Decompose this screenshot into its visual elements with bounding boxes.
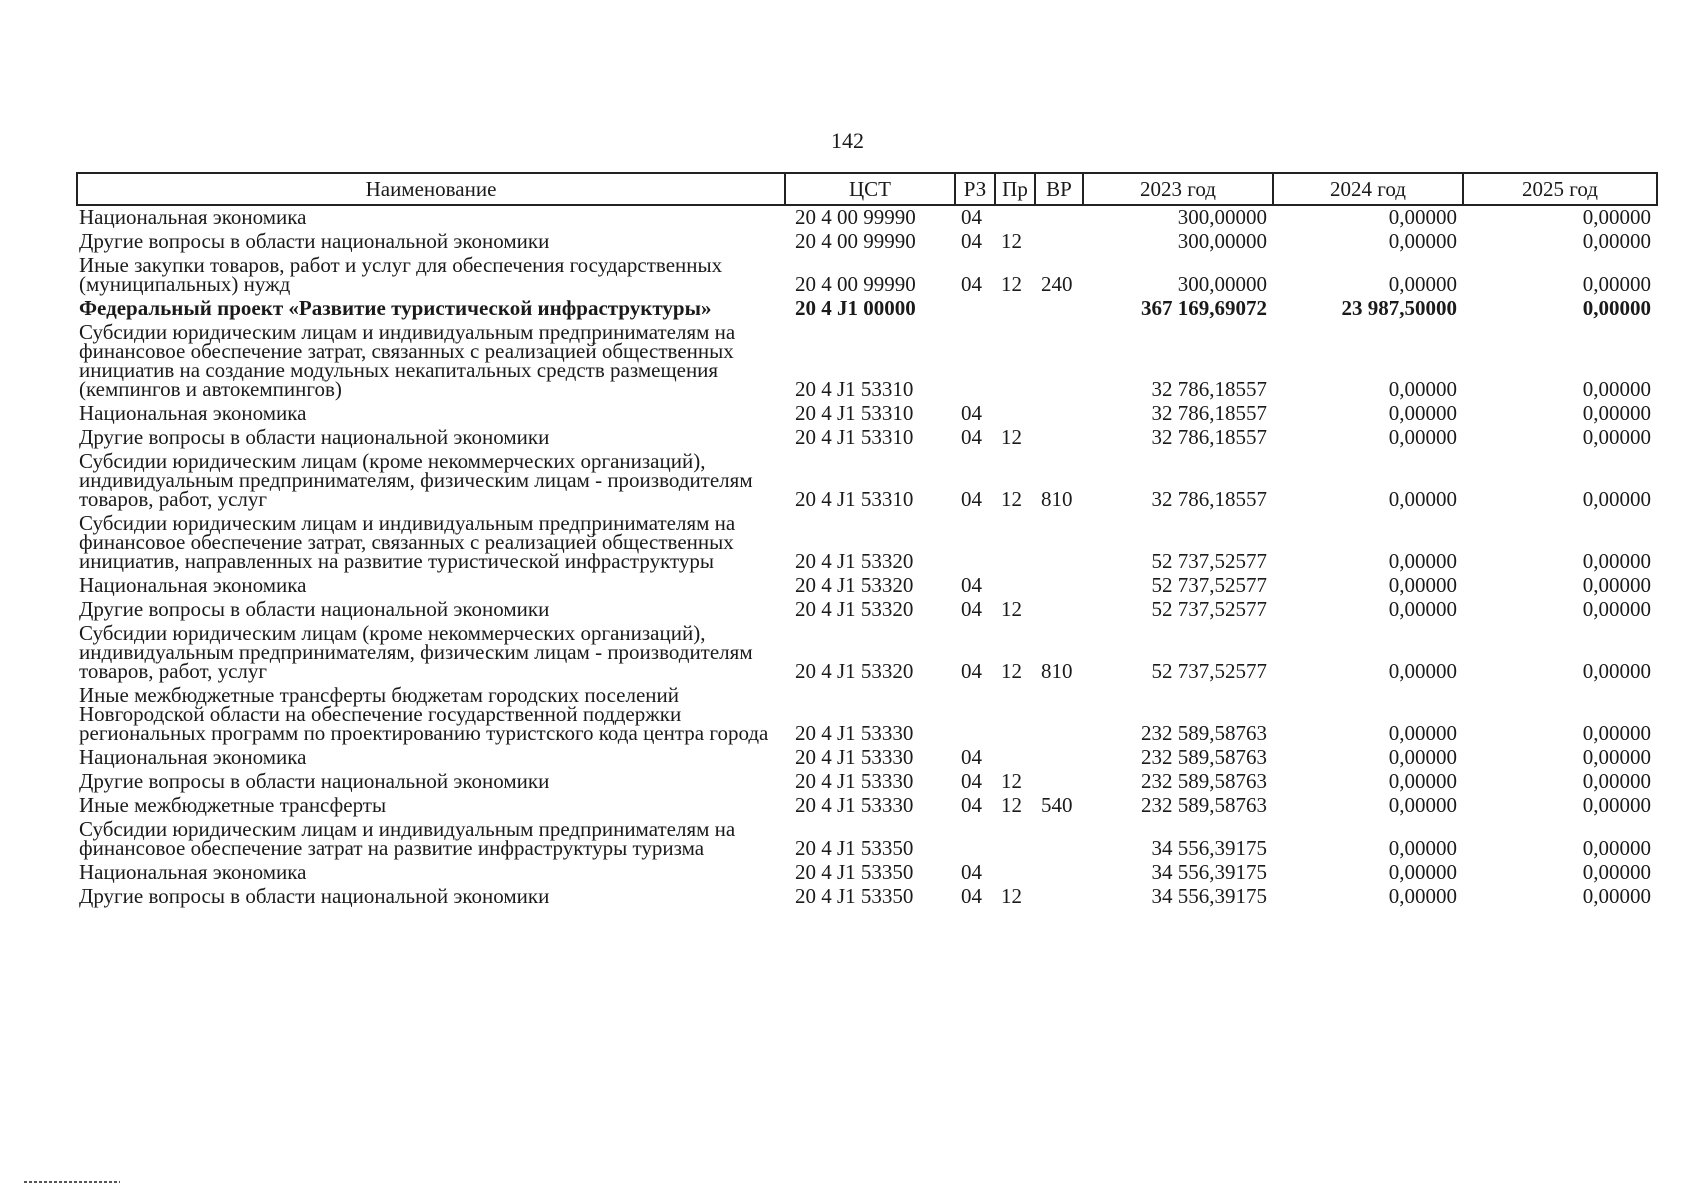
row-rz: 04: [961, 884, 982, 908]
table-row: [77, 794, 1657, 818]
row-vr: [1035, 426, 1083, 450]
row-name: Другие вопросы в области национальной экономики: [79, 425, 550, 449]
row-pr: [995, 321, 1035, 402]
scan-artifact-line: [24, 1181, 120, 1183]
row-amount-2024: 0,00000: [1388, 425, 1457, 449]
row-name: Иные межбюджетные трансферты: [79, 793, 387, 817]
row-amount-2025: 0,00000: [1582, 745, 1651, 769]
row-amount-2025: 0,00000: [1582, 272, 1651, 296]
row-amount-2024: 0,00000: [1388, 549, 1457, 573]
row-rz: 04: [961, 487, 982, 511]
row-amount-2025: 0,00000: [1582, 884, 1651, 908]
row-rz: [955, 818, 995, 861]
row-name: Иные межбюджетные трансферты бюджетам городских поселений Новгородской области на обеспечение государственной поддержки региональных программ по проектированию туристского кода центра города: [79, 683, 769, 745]
row-amount-2025: 0,00000: [1582, 836, 1651, 860]
row-amount-2025: 0,00000: [1582, 769, 1651, 793]
row-pr: 12: [1001, 425, 1022, 449]
row-vr: [1035, 205, 1083, 230]
row-pr: 12: [1001, 272, 1022, 296]
row-cst: 20 4 J1 00000: [795, 296, 916, 320]
row-cst: 20 4 J1 53310: [795, 487, 914, 511]
row-rz: [955, 512, 995, 574]
row-vr: 240: [1041, 272, 1073, 296]
row-vr: [1035, 770, 1083, 794]
row-amount-2025: 0,00000: [1582, 597, 1651, 621]
row-amount-2023: 52 737,52577: [1151, 549, 1267, 573]
row-amount-2023: 232 589,58763: [1141, 793, 1267, 817]
row-amount-2025: 0,00000: [1582, 793, 1651, 817]
row-pr: 12: [1001, 597, 1022, 621]
row-amount-2024: 0,00000: [1388, 597, 1457, 621]
table-row: [77, 254, 1657, 297]
row-cst: 20 4 J1 53310: [795, 425, 914, 449]
table-row: [77, 885, 1657, 909]
row-amount-2023: 232 589,58763: [1141, 769, 1267, 793]
budget-table: [76, 172, 1658, 909]
row-name: Другие вопросы в области национальной экономики: [79, 769, 550, 793]
table-row: [77, 426, 1657, 450]
row-amount-2025: 0,00000: [1582, 549, 1651, 573]
row-rz: 04: [961, 659, 982, 683]
row-amount-2024: 0,00000: [1388, 229, 1457, 253]
row-cst: 20 4 J1 53320: [795, 597, 914, 621]
table-row: [77, 402, 1657, 426]
row-cst: 20 4 J1 53330: [795, 745, 914, 769]
row-amount-2024: 0,00000: [1388, 377, 1457, 401]
row-name: Федеральный проект «Развитие туристической инфраструктуры»: [79, 296, 712, 320]
row-vr: [1035, 885, 1083, 909]
row-vr: [1035, 230, 1083, 254]
row-cst: 20 4 J1 53330: [795, 769, 914, 793]
row-amount-2025: 0,00000: [1582, 229, 1651, 253]
row-amount-2025: 0,00000: [1582, 205, 1651, 229]
row-pr: [995, 684, 1035, 746]
row-vr: 810: [1041, 659, 1073, 683]
row-pr: [995, 402, 1035, 426]
row-rz: 04: [961, 425, 982, 449]
row-amount-2023: 52 737,52577: [1151, 573, 1267, 597]
row-pr: [995, 205, 1035, 230]
header-rz: РЗ: [955, 173, 995, 205]
row-vr: 540: [1041, 793, 1073, 817]
row-amount-2023: 300,00000: [1177, 205, 1267, 229]
row-amount-2023: 34 556,39175: [1151, 860, 1267, 884]
row-vr: [1035, 512, 1083, 574]
row-rz: 04: [961, 745, 982, 769]
row-name: Национальная экономика: [79, 573, 307, 597]
table-row: [77, 450, 1657, 512]
row-amount-2025: 0,00000: [1582, 425, 1651, 449]
row-cst: 20 4 J1 53320: [795, 573, 914, 597]
row-pr: [995, 512, 1035, 574]
row-pr: 12: [1001, 793, 1022, 817]
row-amount-2024: 0,00000: [1388, 793, 1457, 817]
row-amount-2024: 23 987,50000: [1341, 296, 1457, 320]
row-pr: 12: [1001, 769, 1022, 793]
table-row: [77, 574, 1657, 598]
row-vr: [1035, 321, 1083, 402]
row-amount-2024: 0,00000: [1388, 769, 1457, 793]
row-amount-2024: 0,00000: [1388, 721, 1457, 745]
row-amount-2023: 232 589,58763: [1141, 745, 1267, 769]
table-row: [77, 818, 1657, 861]
row-cst: 20 4 J1 53330: [795, 721, 914, 745]
table-row: [77, 205, 1657, 230]
table-row: [77, 512, 1657, 574]
row-rz: 04: [961, 272, 982, 296]
table-row: [77, 770, 1657, 794]
row-cst: 20 4 J1 53350: [795, 836, 914, 860]
row-name: Другие вопросы в области национальной экономики: [79, 884, 550, 908]
row-amount-2023: 34 556,39175: [1151, 884, 1267, 908]
row-vr: [1035, 402, 1083, 426]
row-amount-2024: 0,00000: [1388, 836, 1457, 860]
header-name: Наименование: [77, 173, 785, 205]
row-amount-2024: 0,00000: [1388, 745, 1457, 769]
header-2024: 2024 год: [1273, 173, 1463, 205]
row-name: Субсидии юридическим лицам (кроме некоммерческих организаций), индивидуальным предпринимателям, физическим лицам - производителям товаров, работ, услуг: [79, 449, 753, 511]
row-amount-2025: 0,00000: [1582, 659, 1651, 683]
row-amount-2025: 0,00000: [1582, 860, 1651, 884]
row-rz: 04: [961, 229, 982, 253]
header-pr: Пр: [995, 173, 1035, 205]
row-rz: [955, 684, 995, 746]
row-name: Субсидии юридическим лицам и индивидуальным предпринимателям на финансовое обеспечение затрат, связанных с реализацией общественных инициатив на создание модульных некапитальных средств размещения (кемпингов и автокемпингов): [79, 320, 736, 401]
row-rz: 04: [961, 597, 982, 621]
row-amount-2024: 0,00000: [1388, 573, 1457, 597]
row-amount-2023: 52 737,52577: [1151, 659, 1267, 683]
row-vr: [1035, 818, 1083, 861]
row-name: Субсидии юридическим лицам и индивидуальным предпринимателям на финансовое обеспечение затрат на развитие инфраструктуры туризма: [79, 817, 736, 860]
table-row: [77, 321, 1657, 402]
row-amount-2023: 300,00000: [1177, 229, 1267, 253]
row-amount-2023: 367 169,69072: [1141, 296, 1267, 320]
row-name: Субсидии юридическим лицам (кроме некоммерческих организаций), индивидуальным предпринимателям, физическим лицам - производителям товаров, работ, услуг: [79, 621, 753, 683]
header-2025: 2025 год: [1463, 173, 1657, 205]
row-cst: 20 4 00 99990: [795, 229, 916, 253]
row-pr: 12: [1001, 659, 1022, 683]
table-row: [77, 861, 1657, 885]
row-pr: 12: [1001, 884, 1022, 908]
row-pr: 12: [1001, 487, 1022, 511]
row-rz: 04: [961, 573, 982, 597]
row-name: Национальная экономика: [79, 745, 307, 769]
row-amount-2023: 232 589,58763: [1141, 721, 1267, 745]
row-amount-2024: 0,00000: [1388, 860, 1457, 884]
row-rz: 04: [961, 860, 982, 884]
row-pr: [995, 297, 1035, 321]
row-vr: [1035, 861, 1083, 885]
row-amount-2024: 0,00000: [1388, 205, 1457, 229]
row-vr: [1035, 746, 1083, 770]
header-cst: ЦСТ: [785, 173, 955, 205]
row-rz: 04: [961, 401, 982, 425]
row-pr: [995, 818, 1035, 861]
row-amount-2025: 0,00000: [1582, 487, 1651, 511]
table-body: [77, 205, 1657, 909]
table-row: [77, 297, 1657, 321]
row-cst: 20 4 J1 53320: [795, 549, 914, 573]
row-amount-2025: 0,00000: [1582, 721, 1651, 745]
row-vr: [1035, 684, 1083, 746]
row-amount-2025: 0,00000: [1582, 401, 1651, 425]
row-name: Национальная экономика: [79, 860, 307, 884]
row-name: Другие вопросы в области национальной экономики: [79, 597, 550, 621]
row-pr: [995, 746, 1035, 770]
row-cst: 20 4 J1 53310: [795, 377, 914, 401]
row-amount-2023: 300,00000: [1177, 272, 1267, 296]
row-cst: 20 4 J1 53310: [795, 401, 914, 425]
row-rz: [955, 297, 995, 321]
table-row: [77, 746, 1657, 770]
row-amount-2024: 0,00000: [1388, 272, 1457, 296]
row-amount-2023: 32 786,18557: [1151, 377, 1267, 401]
row-name: Другие вопросы в области национальной экономики: [79, 229, 550, 253]
row-amount-2024: 0,00000: [1388, 487, 1457, 511]
row-rz: 04: [961, 769, 982, 793]
row-name: Иные закупки товаров, работ и услуг для обеспечения государственных (муниципальных) нужд: [79, 253, 723, 296]
row-amount-2025: 0,00000: [1582, 573, 1651, 597]
row-amount-2025: 0,00000: [1582, 296, 1651, 320]
table-row: [77, 622, 1657, 684]
row-rz: [955, 321, 995, 402]
table-row: [77, 684, 1657, 746]
row-vr: [1035, 297, 1083, 321]
row-amount-2024: 0,00000: [1388, 659, 1457, 683]
row-name: Национальная экономика: [79, 205, 307, 229]
row-amount-2023: 32 786,18557: [1151, 401, 1267, 425]
row-amount-2025: 0,00000: [1582, 377, 1651, 401]
row-amount-2023: 32 786,18557: [1151, 425, 1267, 449]
header-2023: 2023 год: [1083, 173, 1273, 205]
table-header-row: [77, 173, 1657, 205]
row-amount-2023: 34 556,39175: [1151, 836, 1267, 860]
row-pr: 12: [1001, 229, 1022, 253]
row-rz: 04: [961, 793, 982, 817]
row-name: Субсидии юридическим лицам и индивидуальным предпринимателям на финансовое обеспечение затрат, связанных с реализацией общественных инициатив, направленных на развитие туристической инфраструктуры: [79, 511, 736, 573]
page-number: 142: [831, 128, 864, 153]
row-amount-2023: 52 737,52577: [1151, 597, 1267, 621]
row-cst: 20 4 J1 53350: [795, 860, 914, 884]
table-row: [77, 230, 1657, 254]
row-rz: 04: [961, 205, 982, 229]
row-cst: 20 4 00 99990: [795, 205, 916, 229]
row-vr: [1035, 574, 1083, 598]
row-name: Национальная экономика: [79, 401, 307, 425]
row-cst: 20 4 J1 53320: [795, 659, 914, 683]
row-pr: [995, 574, 1035, 598]
row-amount-2024: 0,00000: [1388, 884, 1457, 908]
row-vr: [1035, 598, 1083, 622]
header-vr: ВР: [1035, 173, 1083, 205]
row-cst: 20 4 J1 53330: [795, 793, 914, 817]
row-cst: 20 4 00 99990: [795, 272, 916, 296]
row-cst: 20 4 J1 53350: [795, 884, 914, 908]
row-amount-2024: 0,00000: [1388, 401, 1457, 425]
row-amount-2023: 32 786,18557: [1151, 487, 1267, 511]
row-vr: 810: [1041, 487, 1073, 511]
row-pr: [995, 861, 1035, 885]
table-row: [77, 598, 1657, 622]
